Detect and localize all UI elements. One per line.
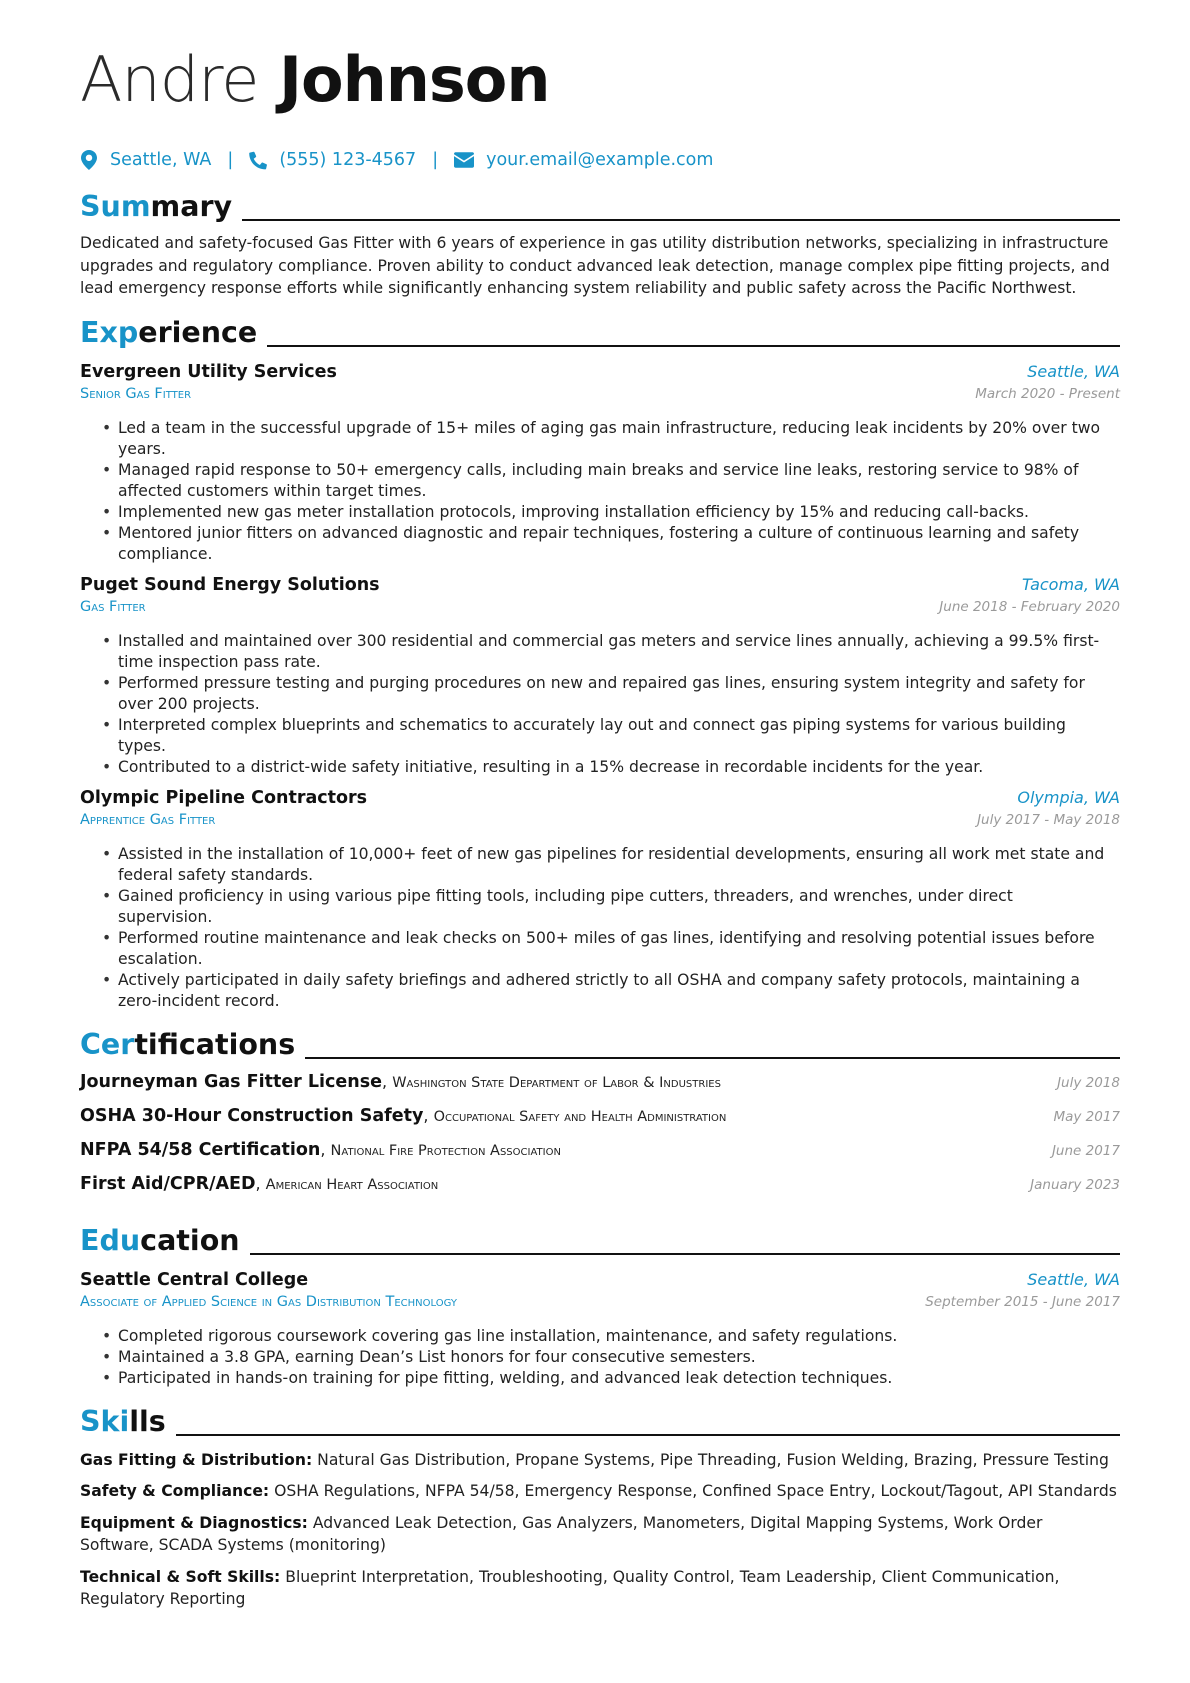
certifications-list: [80, 1072, 1120, 1208]
certification-name: OSHA 30-Hour Construction Safety: [80, 1105, 424, 1126]
school-location: Seattle, WA: [1027, 1269, 1120, 1289]
certification-entry: Journeyman Gas Fitter License, Washington State Department of Labor & Industries July 2018: [80, 1071, 1120, 1092]
summary-heading: [80, 188, 1120, 226]
certification-entry: OSHA 30-Hour Construction Safety, Occupational Safety and Health Administration May 2017: [80, 1105, 1120, 1126]
employer-name: Evergreen Utility Services: [80, 361, 337, 382]
education-entry: [80, 1270, 1120, 1389]
school-name: Seattle Central College: [80, 1269, 309, 1290]
skill-category: Technical & Soft Skills:: [80, 1567, 281, 1586]
heading-rest: cation: [140, 1223, 240, 1257]
certification-date: July 2018: [1057, 1074, 1120, 1091]
phone-text: (555) 123-4567: [279, 150, 417, 170]
heading-accent: Cer: [80, 1027, 135, 1061]
bullet-item: • Gained proficiency in using various pipe fitting tools, including pipe cutters, threaders, and wrenches, under direct supervision.: [118, 886, 1120, 928]
heading-rule: [250, 1253, 1120, 1255]
heading-accent: Exp: [80, 315, 139, 349]
skill-row: [80, 1449, 1120, 1472]
job-bullets: [80, 631, 1120, 778]
experience-entry: [80, 575, 1120, 778]
contact-separator: |: [432, 150, 439, 170]
certification-issuer: National Fire Protection Association: [330, 1142, 561, 1159]
phone-icon: [249, 150, 267, 170]
bullet-item: • Led a team in the successful upgrade of 15+ miles of aging gas main infrastructure, reducing leak incidents by 20% over two years.: [118, 418, 1120, 460]
skill-row: [80, 1512, 1120, 1557]
heading-rest: tifications: [134, 1027, 296, 1061]
skill-values: Advanced Leak Detection, Gas Analyzers, Manometers, Digital Mapping Systems, Work Order Software, SCADA Systems (monitoring): [80, 1513, 1043, 1554]
summary-text: Dedicated and safety-focused Gas Fitter with 6 years of experience in gas utility distribution networks, specializing in infrastructure upgrades and regulatory compliance. Proven ability to conduct advanced leak detection, manage complex pipe fitting projects, and lead emergency response efforts while significantly enhancing system reliability and public safety across the Pacific Northwest.: [80, 234, 1110, 297]
job-dates: July 2017 - May 2018: [977, 811, 1120, 828]
bullet-item: • Performed routine maintenance and leak checks on 500+ miles of gas lines, identifying and resolving potential issues before escalation.: [118, 928, 1120, 970]
contact-email[interactable]: [454, 150, 713, 170]
job-bullets: [80, 418, 1120, 565]
heading-rule: [176, 1434, 1120, 1436]
envelope-icon: [454, 150, 474, 170]
location-text: Seattle, WA: [110, 150, 212, 170]
skill-category: Gas Fitting & Distribution:: [80, 1450, 313, 1469]
bullet-item: • Performed pressure testing and purging procedures on new and repaired gas lines, ensuring system integrity and safety for over 200 projects.: [118, 673, 1120, 715]
heading-rest: erience: [138, 315, 258, 349]
certification-name: NFPA 54/58 Certification: [80, 1139, 321, 1160]
bullet-item: • Implemented new gas meter installation protocols, improving installation efficiency by 15% and reducing call-backs.: [118, 502, 1120, 523]
education-dates: September 2015 - June 2017: [925, 1293, 1120, 1310]
heading-rest: lls: [129, 1404, 166, 1438]
job-title: Apprentice Gas Fitter: [80, 811, 216, 828]
experience-entry: [80, 788, 1120, 1012]
job-location: Seattle, WA: [1027, 361, 1120, 381]
job-title: Gas Fitter: [80, 598, 146, 615]
bullet-item: • Maintained a 3.8 GPA, earning Dean’s List honors for four consecutive semesters.: [118, 1347, 1120, 1368]
contact-bar: [80, 146, 1120, 174]
certification-issuer: Occupational Safety and Health Administration: [433, 1108, 727, 1125]
certification-name: First Aid/CPR/AED: [80, 1173, 256, 1194]
bullet-item: • Managed rapid response to 50+ emergency calls, including main breaks and service line leaks, restoring service to 98% of affected customers within target times.: [118, 460, 1120, 502]
bullet-item: • Contributed to a district-wide safety initiative, resulting in a 15% decrease in recordable incidents for the year.: [118, 757, 1120, 778]
certification-date: May 2017: [1053, 1108, 1120, 1125]
certification-entry: First Aid/CPR/AED, American Heart Association January 2023: [80, 1173, 1120, 1194]
education-bullets: [80, 1326, 1120, 1389]
heading-accent: Edu: [80, 1223, 141, 1257]
experience-entry: [80, 362, 1120, 565]
bullet-item: • Assisted in the installation of 10,000+ feet of new gas pipelines for residential developments, ensuring all work met state and federal safety standards.: [118, 844, 1120, 886]
first-name: Andre: [80, 43, 259, 116]
bullet-item: • Participated in hands-on training for pipe fitting, welding, and advanced leak detection techniques.: [118, 1368, 1120, 1389]
contact-phone[interactable]: [249, 150, 416, 170]
bullet-item: • Completed rigorous coursework covering gas line installation, maintenance, and safety regulations.: [118, 1326, 1120, 1347]
bullet-item: • Interpreted complex blueprints and schematics to accurately lay out and connect gas piping systems for various building types.: [118, 715, 1120, 757]
heading-rest: mary: [150, 190, 233, 223]
skill-values: OSHA Regulations, NFPA 54/58, Emergency Response, Confined Space Entry, Lockout/Tagout, API Standards: [274, 1482, 1117, 1500]
last-name: Johnson: [278, 43, 550, 116]
certification-name: Journeyman Gas Fitter License: [80, 1071, 383, 1092]
heading-rule: [305, 1057, 1120, 1059]
certification-issuer: American Heart Association: [265, 1176, 439, 1193]
skills-list: [80, 1449, 1120, 1611]
certifications-heading: [80, 1026, 1120, 1064]
candidate-name: [80, 40, 1120, 120]
bullet-item: • Mentored junior fitters on advanced diagnostic and repair techniques, fostering a culture of continuous learning and safety compliance.: [118, 523, 1120, 565]
skill-category: Equipment & Diagnostics:: [80, 1513, 308, 1532]
skill-row: [80, 1480, 1120, 1503]
heading-rule: [267, 345, 1120, 347]
bullet-item: • Installed and maintained over 300 residential and commercial gas meters and service lines annually, achieving a 99.5% first-time inspection pass rate.: [118, 631, 1120, 673]
certification-entry: NFPA 54/58 Certification, National Fire Protection Association June 2017: [80, 1139, 1120, 1160]
heading-rule: [242, 219, 1120, 221]
job-dates: March 2020 - Present: [975, 385, 1120, 402]
employer-name: Puget Sound Energy Solutions: [80, 574, 380, 595]
job-location: Tacoma, WA: [1021, 574, 1120, 594]
education-heading: [80, 1222, 1120, 1260]
job-bullets: [80, 844, 1120, 1012]
job-location: Olympia, WA: [1017, 787, 1120, 807]
degree-name: Associate of Applied Science in Gas Distribution Technology: [80, 1293, 457, 1310]
skills-heading: [80, 1403, 1120, 1441]
skill-values: Natural Gas Distribution, Propane Systems, Pipe Threading, Fusion Welding, Brazing, Pressure Testing: [317, 1450, 1109, 1469]
employer-name: Olympic Pipeline Contractors: [80, 787, 368, 808]
contact-location: [80, 150, 211, 170]
certification-date: June 2017: [1051, 1142, 1120, 1159]
map-marker-icon: [80, 150, 98, 170]
job-dates: June 2018 - February 2020: [939, 598, 1120, 615]
heading-accent: Sum: [80, 190, 151, 223]
contact-separator: |: [227, 150, 234, 170]
experience-heading: [80, 314, 1120, 352]
job-title: Senior Gas Fitter: [80, 385, 192, 402]
resume-page: [80, 40, 1120, 1620]
certification-date: January 2023: [1030, 1176, 1120, 1193]
skill-row: [80, 1566, 1120, 1611]
skill-values: Blueprint Interpretation, Troubleshooting, Quality Control, Team Leadership, Client Communication, Regulatory Reporting: [80, 1567, 1060, 1608]
skill-category: Safety & Compliance:: [80, 1482, 270, 1500]
bullet-item: • Actively participated in daily safety briefings and adhered strictly to all OSHA and company safety protocols, maintaining a zero-incident record.: [118, 970, 1120, 1012]
email-text: your.email@example.com: [486, 150, 714, 170]
heading-accent: Ski: [80, 1404, 130, 1438]
certification-issuer: Washington State Department of Labor & Industries: [392, 1074, 721, 1091]
